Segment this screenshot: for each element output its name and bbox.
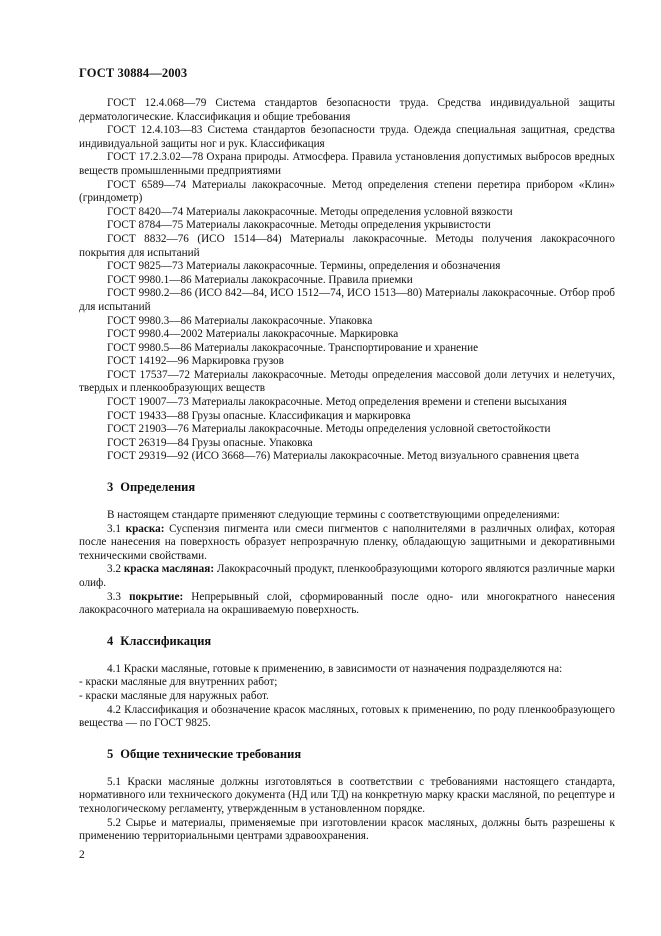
definition-number: 3.2 [107,563,121,576]
definition-term: краска масляная: [123,563,215,576]
document-body [79,97,615,844]
section-5-heading [107,747,615,762]
normative-references-list [79,97,615,464]
definition-term: покрытие: [129,590,184,603]
section-title: Общие технические требования [120,746,302,761]
reference-item: ГОСТ 29319—92 (ИСО 3668—76) Материалы лакокрасочные. Метод визуального сравнения цвета [107,450,580,463]
definition-term: краска: [125,522,165,535]
reference-item: ГОСТ 26319—84 Грузы опасные. Упаковка [107,436,313,449]
definition-number: 3.1 [107,522,121,535]
reference-item: ГОСТ 8832—76 (ИСО 1514—84) Материалы лакокрасочные. Методы получения лакокрасочного покрытия для испытаний [79,232,615,259]
reference-item: ГОСТ 12.4.103—83 Система стандартов безопасности труда. Одежда специальная защитная, средства индивидуальной защиты ног и рук. Классификация [79,124,615,150]
reference-item: ГОСТ 9825—73 Материалы лакокрасочные. Термины, определения и обозначения [107,260,501,273]
page-number: 2 [79,849,85,861]
list-item: - краски масляные для наружных работ. [79,689,269,702]
reference-item: ГОСТ 9980.1—86 Материалы лакокрасочные. Правила приемки [107,273,413,286]
reference-item: ГОСТ 19007—73 Материалы лакокрасочные. Метод определения времени и степени высыхания [107,396,567,409]
reference-item: ГОСТ 9980.5—86 Материалы лакокрасочные. Транспортирование и хранение [107,341,479,354]
section-3-heading [107,480,615,495]
section-number: 3 [107,480,114,495]
list-item: - краски масляные для внутренних работ; [79,676,278,689]
definition-item [79,523,615,564]
reference-item: ГОСТ 6589—74 Материалы лакокрасочные. Метод определения степени перетира прибором «Клин» (гриндометр) [79,178,615,205]
section-3-intro: В настоящем стандарте применяют следующие термины с соответствующими определениями: [107,509,560,522]
reference-item: ГОСТ 9980.2—86 (ИСО 842—84, ИСО 1512—74, ИСО 1513—80) Материалы лакокрасочные. Отбор проб для испытаний [79,287,615,313]
paragraph-4-1: 4.1 Краски масляные, готовые к применению, в зависимости от назначения подразделяются на: [107,662,563,675]
reference-item: ГОСТ 8784—75 Материалы лакокрасочные. Методы определения укрывистости [107,219,491,232]
section-number: 4 [107,633,114,648]
paragraph-4-2: 4.2 Классификация и обозначение красок масляных, готовых к применению, по роду пленкообразующего вещества — по ГОСТ 9825. [79,703,615,730]
paragraph-5-1: 5.1 Краски масляные должны изготовляться в соответствии с требованиями настоящего стандарта, нормативного или технического документа (НД или ТД) на конкретную марку краски масляной, по рецептуре и технологическому регламенту, утвержденным в установленном порядке. [79,775,615,815]
section-4-heading [107,634,615,649]
reference-item: ГОСТ 21903—76 Материалы лакокрасочные. Методы определения условной светостойкости [107,423,551,436]
definition-number: 3.3 [107,590,121,603]
definition-text: Суспензия пигмента или смеси пигментов с наполнителями в различных олифах, которая после нанесения на поверхность образует непрозрачную пленку, обладающую защитными и декоративными техническими свойствами. [79,522,616,562]
definition-text: Непрерывный слой, сформированный после одно- или многократного нанесения лакокрасочного материала на окрашиваемую поверхность. [79,590,615,617]
paragraph-5-2: 5.2 Сырье и материалы, применяемые при изготовлении красок масляных, должны быть разрешены к применению территориальными центрами здравоохранения. [79,816,615,843]
reference-item: ГОСТ 17.2.3.02—78 Охрана природы. Атмосфера. Правила установления допустимых выбросов вредных веществ промышленными предприятиями [79,151,615,177]
definition-text: Лакокрасочный продукт, пленкообразующими которого являются различные марки олиф. [79,563,615,589]
reference-item: ГОСТ 9980.4—2002 Материалы лакокрасочные. Маркировка [107,328,399,341]
section-title: Классификация [120,633,212,648]
definition-item [79,591,615,618]
document-header: ГОСТ 30884—2003 [79,66,188,80]
reference-item: ГОСТ 14192—96 Маркировка грузов [107,355,284,368]
definition-item [79,563,615,590]
section-number: 5 [107,746,114,761]
reference-item: ГОСТ 8420—74 Материалы лакокрасочные. Методы определения условной вязкости [107,205,513,218]
reference-item: ГОСТ 17537—72 Материалы лакокрасочные. Методы определения массовой доли летучих и нелетучих, твердых и пленкообразующих веществ [79,368,615,395]
reference-item: ГОСТ 12.4.068—79 Система стандартов безопасности труда. Средства индивидуальной защиты дерматологические. Классификация и общие требования [79,97,615,123]
section-title: Определения [120,480,196,495]
reference-item: ГОСТ 9980.3—86 Материалы лакокрасочные. Упаковка [107,314,373,327]
reference-item: ГОСТ 19433—88 Грузы опасные. Классификация и маркировка [107,409,411,422]
